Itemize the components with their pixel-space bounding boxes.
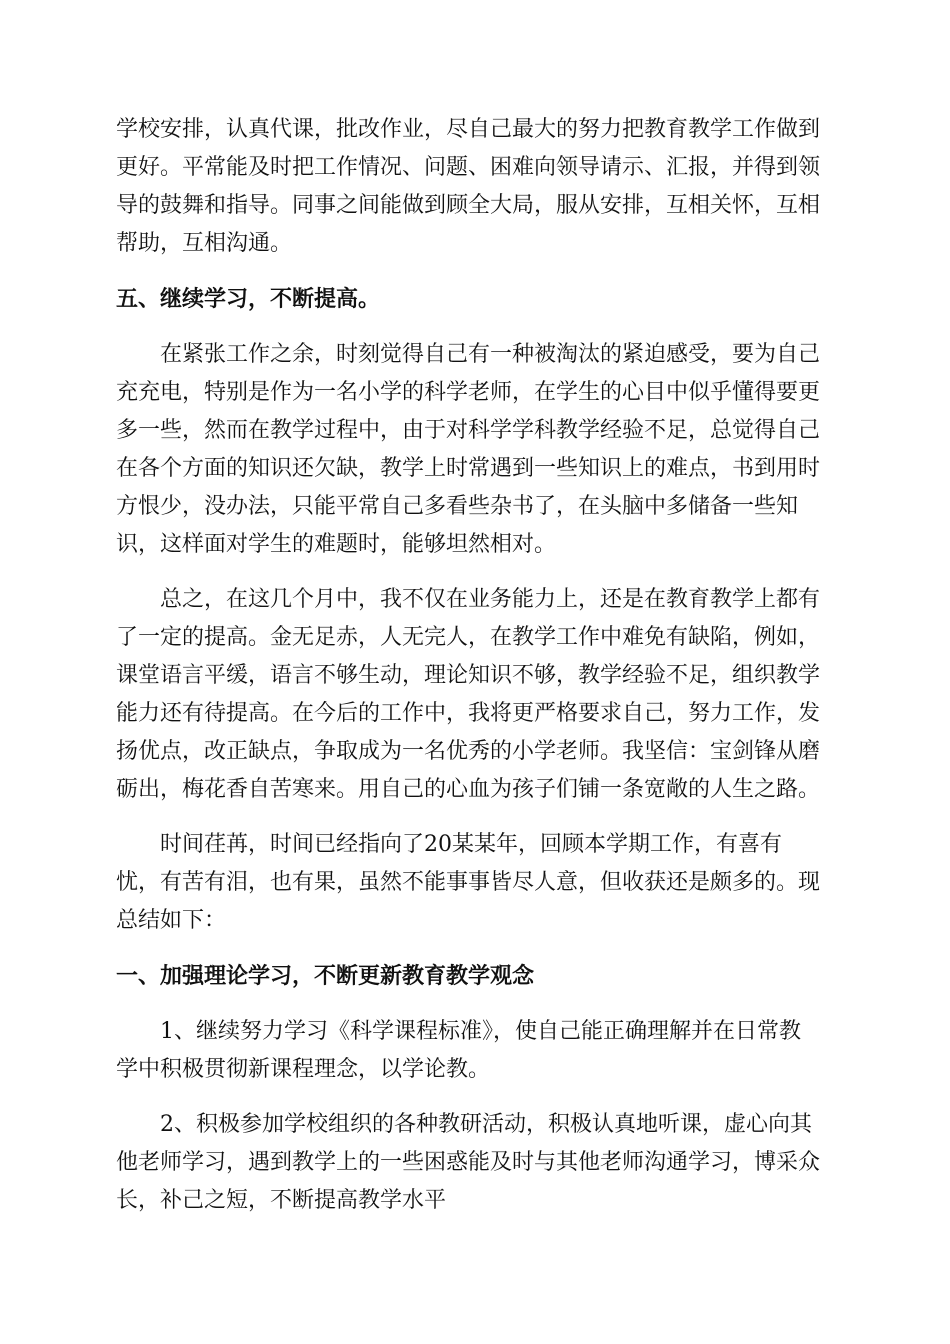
paragraph-2-line-4: 在各个方面的知识还欠缺，教学上时常遇到一些知识上的难点，书到用时 [116, 456, 821, 481]
paragraph-3-line-1: 总之，在这几个月中，我不仅在业务能力上，还是在教育教学上都有 [160, 587, 821, 612]
paragraph-1-line-3: 导的鼓舞和指导。同事之间能做到顾全大局，服从安排，互相关怀，互相 [116, 193, 821, 218]
item-2-line-1: 2、积极参加学校组织的各种教研活动，积极认真地听课，虚心向其 [160, 1112, 812, 1137]
section-heading-5: 五、继续学习，不断提高。 [116, 287, 381, 312]
paragraph-3-line-4: 能力还有待提高。在今后的工作中，我将更严格要求自己，努力工作，发 [116, 701, 821, 726]
paragraph-4-line-3: 总结如下： [116, 908, 227, 933]
paragraph-2-line-6: 识，这样面对学生的难题时，能够坦然相对。 [116, 532, 557, 557]
paragraph-2-line-5: 方恨少，没办法，只能平常自己多看些杂书了，在头脑中多储备一些知 [116, 494, 799, 519]
paragraph-3-line-6: 砺出，梅花香自苦寒来。用自己的心血为孩子们铺一条宽敞的人生之路。 [116, 777, 821, 802]
paragraph-1-line-4: 帮助，互相沟通。 [116, 231, 293, 256]
section-heading-1: 一、加强理论学习，不断更新教育教学观念 [116, 964, 535, 989]
item-2-line-2: 他老师学习，遇到教学上的一些困惑能及时与其他老师沟通学习，博采众 [116, 1150, 821, 1175]
paragraph-3-line-2: 了一定的提高。金无足赤，人无完人，在教学工作中难免有缺陷，例如， [116, 625, 821, 650]
paragraph-2-line-3: 多一些，然而在教学过程中，由于对科学学科教学经验不足，总觉得自己 [116, 418, 821, 443]
item-1-line-1: 1、继续努力学习《科学课程标准》，使自己能正确理解并在日常教 [160, 1019, 801, 1044]
paragraph-3-line-5: 扬优点，改正缺点，争取成为一名优秀的小学老师。我坚信：宝剑锋从磨 [116, 739, 821, 764]
paragraph-4-line-2: 忧，有苦有泪，也有果，虽然不能事事皆尽人意，但收获还是颇多的。现 [116, 870, 821, 895]
paragraph-4-line-1: 时间荏苒，时间已经指向了20某某年，回顾本学期工作，有喜有 [160, 832, 782, 857]
paragraph-1-line-1: 学校安排，认真代课，批改作业，尽自己最大的努力把教育教学工作做到 [116, 117, 821, 142]
item-1-line-2: 学中积极贯彻新课程理念，以学论教。 [116, 1057, 491, 1082]
paragraph-2-line-1: 在紧张工作之余，时刻觉得自己有一种被淘汰的紧迫感受，要为自己 [160, 342, 821, 367]
item-2-line-3: 长，补己之短，不断提高教学水平 [116, 1188, 447, 1213]
paragraph-2-line-2: 充充电，特别是作为一名小学的科学老师，在学生的心目中似乎懂得要更 [116, 380, 821, 405]
paragraph-1-line-2: 更好。平常能及时把工作情况、问题、困难向领导请示、汇报，并得到领 [116, 155, 821, 180]
paragraph-3-line-3: 课堂语言平缓，语言不够生动，理论知识不够，教学经验不足，组织教学 [116, 663, 821, 688]
